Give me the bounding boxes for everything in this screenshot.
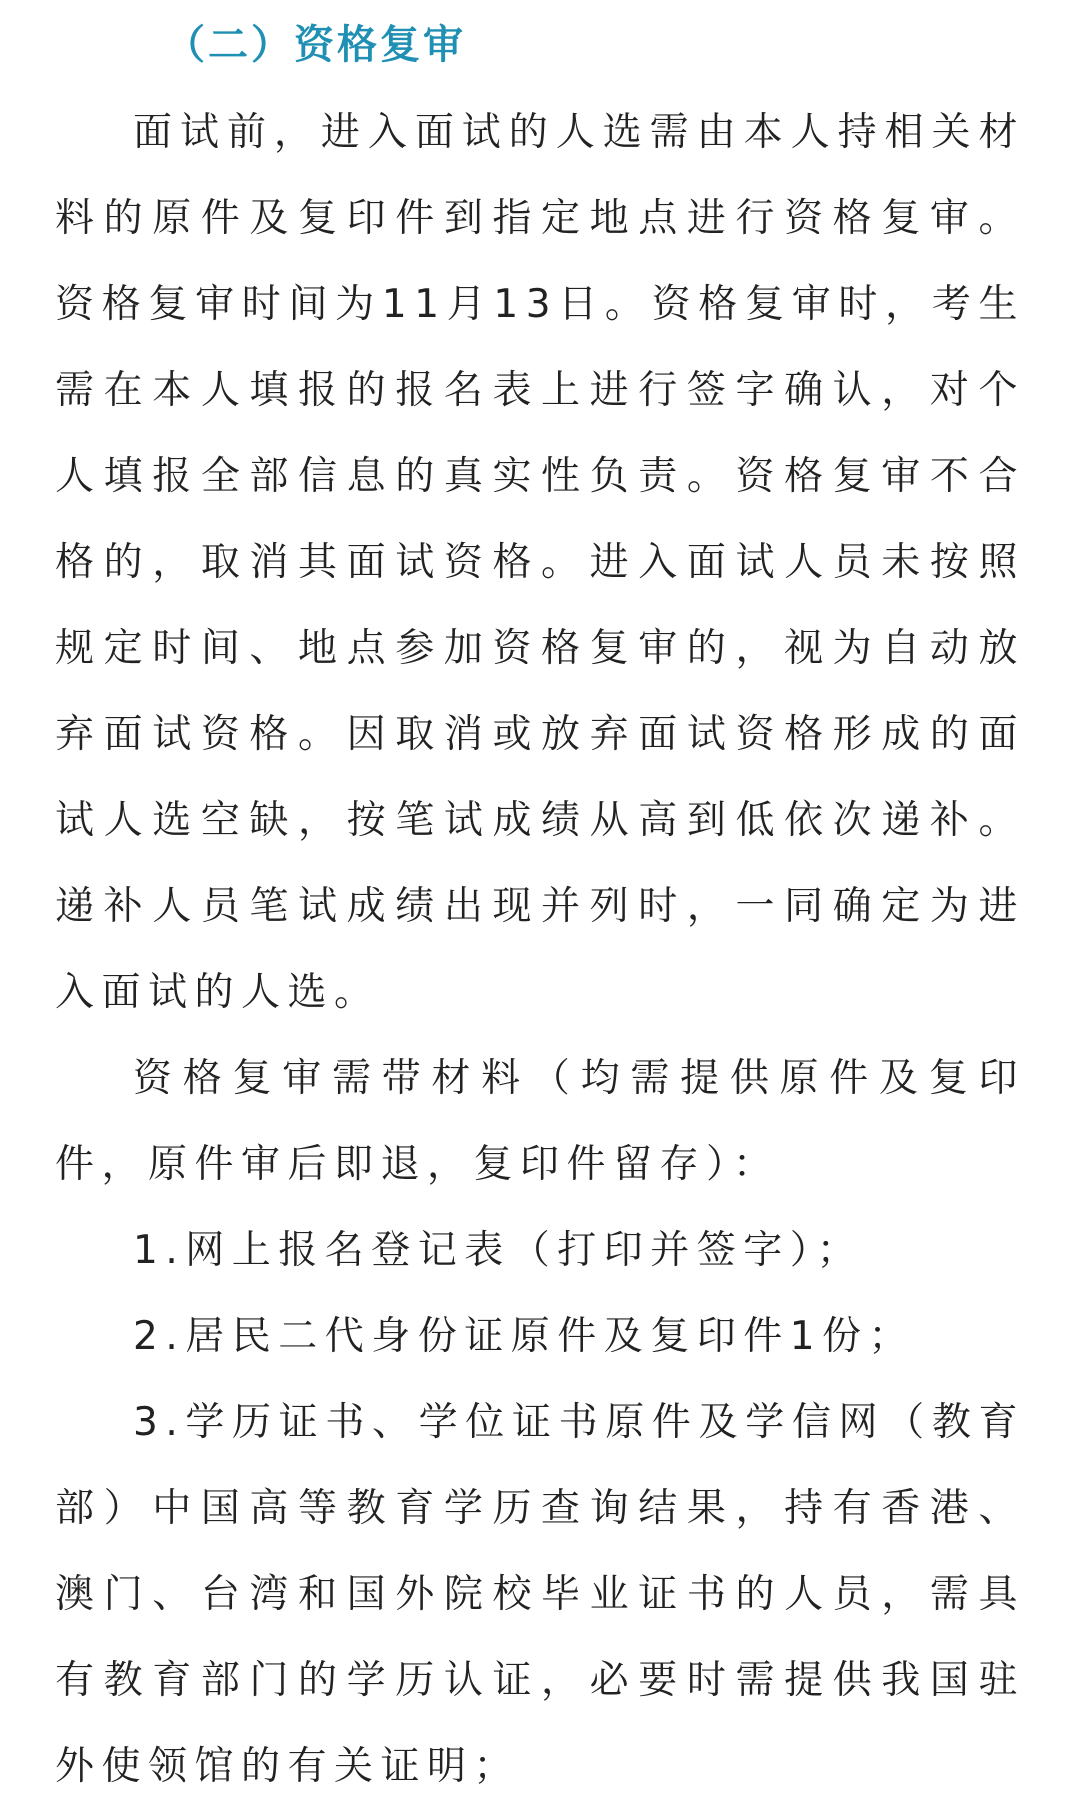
paragraph-materials-intro: 资格复审需带材料（均需提供原件及复印件，原件审后即退，复印件留存）： xyxy=(55,1056,1025,1187)
list-item-diploma: 3.学历证书、学位证书原件及学信网（教育部）中国高等教育学历查询结果，持有香港、澳门、台湾和国外院校毕业证书的人员，需具有教育部门的学历认证，必要时需提供我国驻外使领馆的有关证明； xyxy=(55,1400,1025,1789)
paragraph-review-rules: 面试前，进入面试的人选需由本人持相关材料的原件及复印件到指定地点进行资格复审。资格复审时间为11月13日。资格复审时，考生需在本人填报的报名表上进行签字确认，对个人填报全部信息的真实性负责。资格复审不合格的，取消其面试资格。进入面试人员未按照规定时间、地点参加资格复审的，视为自动放弃面试资格。因取消或放弃面试资格形成的面试人选空缺，按笔试成绩从高到低依次递补。递补人员笔试成绩出现并列时，一同确定为进入面试的人选。 xyxy=(55,110,1025,1015)
list-item-registration-form: 1.网上报名登记表（打印并签字）； xyxy=(133,1228,864,1273)
article-body xyxy=(55,0,1025,1810)
section-heading: （二）资格复审 xyxy=(165,22,466,68)
list-item-id-card: 2.居民二代身份证原件及复印件1份； xyxy=(133,1314,916,1359)
